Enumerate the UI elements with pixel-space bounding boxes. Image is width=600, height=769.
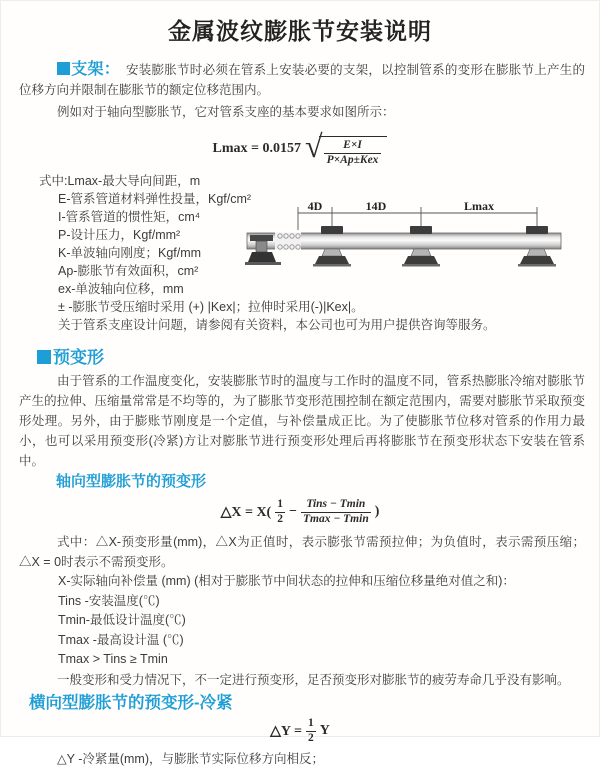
lateral-preform-heading: 横向型膨胀节的预变形-冷紧: [29, 694, 233, 712]
fraction-denominator: 2: [307, 731, 314, 744]
axial-formula-pre: △X = X(: [220, 504, 272, 520]
preform-section-heading: [37, 348, 585, 368]
axial-definition-line: Tmin-最低设计温度(℃): [58, 613, 186, 627]
axial-preform-heading: 轴向型膨胀节的预变形: [56, 473, 207, 490]
definition-line: I-管系管道的惯性矩，cm⁴: [58, 210, 201, 224]
preform-paragraph: 由于管系的工作温度变化，安装膨胀节时的温度与工作时的温度不同，管系热膨胀冷缩对膨胀节产生的拉伸、压缩量常常是不均等的，为了膨胀节变形范围控制在额定范围内，需要对膨胀节采取预变形处理。另外，由于膨账节刚度是一个定值，与补偿量成正比。为了使膨胀节位移对管系的作用力最小，也可以采用预变形(冷紧)方让对膨胀节进行预变形处理后再将膨胀节在预变形状态下安装在管系中。: [19, 374, 585, 468]
fraction-numerator: Tins − Tmin: [301, 498, 371, 512]
definition-line: K-单波轴向刚度；Kgf/mm: [58, 246, 202, 260]
definition-line: 式中:Lmax-最大导向间距，m: [39, 174, 201, 188]
definition-line: Ap-膨胀节有效面积，cm²: [58, 264, 199, 278]
dim-label-14d: 14D: [365, 199, 387, 213]
fraction-numerator: 1: [275, 498, 285, 512]
blue-square-icon: [37, 350, 51, 364]
bellows-icon: [275, 233, 301, 250]
minus-sign: −: [288, 504, 297, 519]
axial-explanation: 式中：△X-预变形量(mm)，△X为正值时，表示膨张节需预拉伸；为负值时，表示需预压缩；△X = 0时表示不需预变形。: [19, 535, 585, 569]
radical-sign: √: [305, 127, 323, 164]
fraction-denominator: Tmax − Tmin: [302, 512, 369, 525]
definition-line: E-管系管道材料弹性投量，Kgf/cm²: [58, 192, 252, 206]
consult-note: 关于管系支座设计问题，请参阅有关资料，本公司也可为用户提供咨询等服务。: [58, 318, 496, 332]
lateral-formula-pre: △Y =: [270, 723, 302, 739]
definition-line: ex-单波轴向位移，mm: [58, 282, 184, 296]
blue-square-icon: [57, 62, 70, 75]
lateral-preform-formula: [1, 717, 599, 745]
preform-heading-text: 预变形: [53, 348, 104, 367]
support-example-line: 例如对于轴向型膨胀节，它对管系支座的基本要求如图所示：: [57, 105, 395, 119]
definition-line: P-设计压力，Kgf/mm²: [58, 228, 181, 242]
lmax-fraction-numerator: E×I: [324, 139, 382, 154]
support-section-label: 支架：: [71, 61, 121, 78]
lateral-formula-post: Y: [319, 723, 330, 738]
lmax-formula: [1, 127, 599, 168]
temperature-fraction: [301, 498, 371, 525]
fraction-denominator: 2: [277, 512, 283, 525]
dim-label-lmax: Lmax: [464, 199, 494, 213]
axial-preform-formula: [1, 497, 599, 527]
symbol-definitions: [39, 172, 585, 336]
support-intro-text: 安装膨胀节时必须在管系上安装必要的支架，以控制管系的变形在膨胀节上产生的位移方向并限制在膨胀节的额定位移范围内。: [19, 63, 585, 97]
square-root: [305, 127, 387, 168]
axial-definition-line: Tmax -最高设计温 (℃): [58, 632, 184, 647]
fraction-numerator: 1: [306, 717, 316, 731]
radicand: [319, 136, 388, 168]
axial-definition-line: X-实际轴向补偿量 (mm) (相对于膨胀节中间状态的拉伸和压缩位移量绝对值之和)：: [58, 574, 515, 588]
axial-definition-line: Tmax > Tins ≥ Tmin: [58, 652, 168, 666]
lmax-fraction: [324, 139, 382, 168]
pipe-support-diagram: [245, 200, 595, 295]
one-half-fraction: [306, 717, 316, 744]
page-title: 金属波纹膨胀节安装说明: [168, 18, 432, 44]
axial-note: 一般变形和受力情况下，不一定进行预变形，足否预变形对膨胀节的疲劳寿命几乎没有影响。: [57, 672, 570, 687]
lateral-explanation: △Y -冷紧量(mm)，与膨胀节实际位移方向相反；: [57, 752, 325, 766]
one-half-fraction: [275, 498, 285, 525]
dim-label-4d: 4D: [307, 199, 323, 213]
axial-definition-line: Tins -安装温度(℃): [58, 593, 160, 608]
lmax-fraction-denominator: P×Ap±Kex: [326, 153, 379, 166]
lmax-formula-lhs: Lmax = 0.0157: [212, 141, 302, 156]
support-intro-paragraph: [19, 60, 585, 100]
axial-formula-post: ): [374, 504, 380, 519]
plusminus-note: ± -膨胀节受压缩时采用 (+) |Kex|；拉伸时采用(-)|Kex|。: [58, 300, 364, 314]
